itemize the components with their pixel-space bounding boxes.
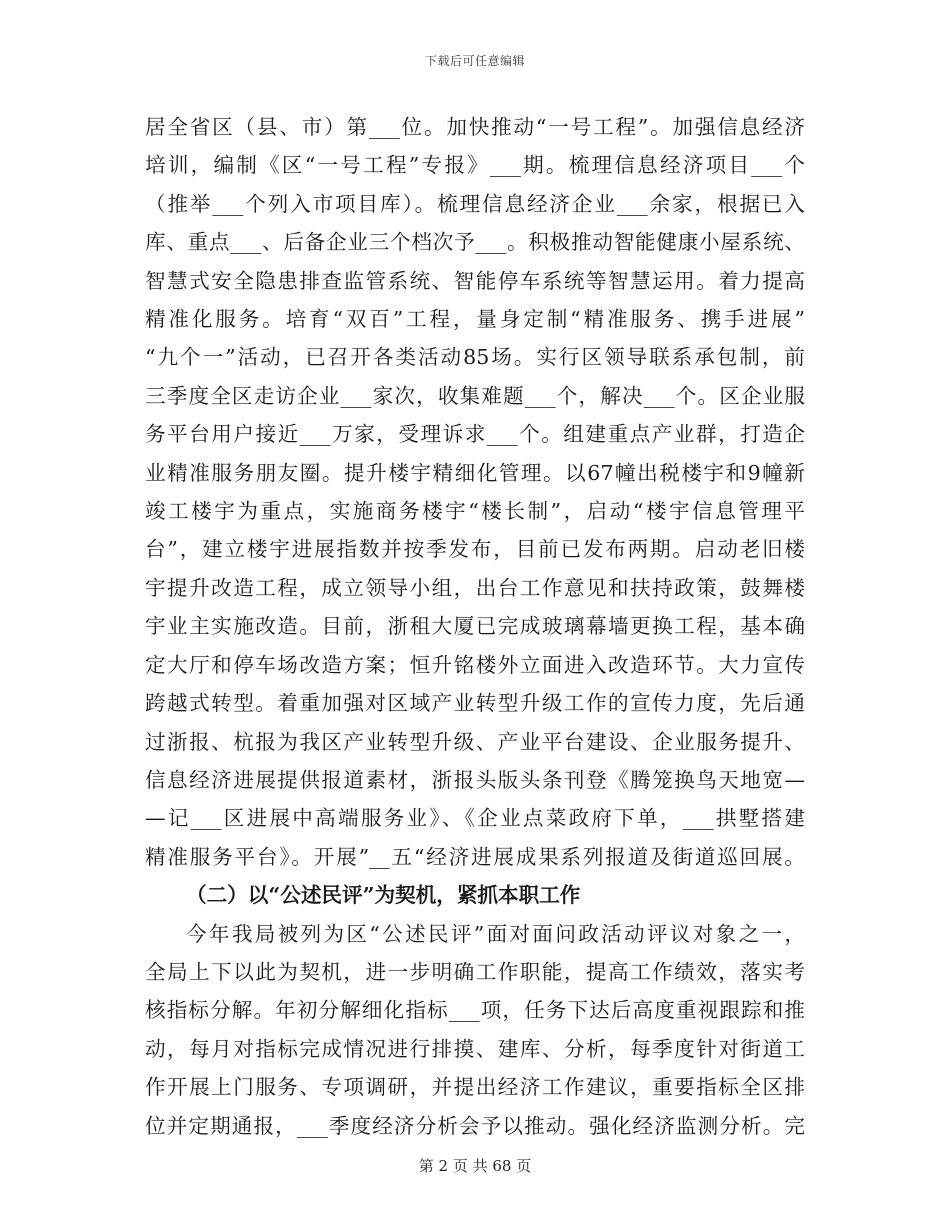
text-line: 过浙报、杭报为我区产业转型升级、产业平台建设、企业服务提升、 <box>145 729 805 754</box>
text-line: 务平台用户接近___万家，受理诉求___个。组建重点产业群，打造企 <box>145 422 805 447</box>
section-heading: （二）以“公述民评”为契机，紧抓本职工作 <box>186 883 581 908</box>
text-line: 业精准服务朋友圈。提升楼宇精细化管理。以67幢出税楼宇和9幢新 <box>145 460 805 485</box>
text-line: 培训，编制《区“一号工程”专报》___期。梳理信息经济项目___个 <box>145 153 805 178</box>
text-line: 信息经济进展提供报道素材，浙报头版头条刊登《腾笼换鸟天地宽— <box>145 767 805 792</box>
text-line: 全局上下以此为契机，进一步明确工作职能，提高工作绩效，落实考 <box>145 959 805 984</box>
document-body <box>145 108 805 1145</box>
text-line: —记___区进展中高端服务业》、《企业点菜政府下单，___拱墅搭建 <box>145 806 805 831</box>
text-line: 动，每月对指标完成情况进行排摸、建库、分析，每季度针对街道工 <box>145 1036 805 1061</box>
paragraph-2 <box>145 915 805 1145</box>
text-line: 今年我局被列为区“公述民评”面对面问政活动评议对象之一， <box>186 921 805 946</box>
text-line: 智慧式安全隐患排查监管系统、智能停车系统等智慧运用。着力提高 <box>145 268 805 293</box>
text-line: “九个一”活动，已召开各类活动85场。实行区领导联系承包制，前 <box>145 345 805 370</box>
page-header-note: 下载后可任意编辑 <box>424 54 525 68</box>
text-line: 作开展上门服务、专项调研，并提出经济工作建议，重要指标全区排 <box>145 1075 805 1100</box>
text-line: 跨越式转型。着重加强对区域产业转型升级工作的宣传力度，先后通 <box>145 691 805 716</box>
text-line: 精准化服务。培育“双百”工程，量身定制“精准服务、携手进展” <box>145 307 805 332</box>
text-line: 三季度全区走访企业___家次，收集难题___个，解决___个。区企业服 <box>145 383 805 408</box>
text-line: 定大厅和停车场改造方案；恒升铭楼外立面进入改造环节。大力宣传 <box>145 652 805 677</box>
text-line: 精准服务平台》。开展”__五“经济进展成果系列报道及街道巡回展。 <box>145 844 805 869</box>
text-line: 位并定期通报，___季度经济分析会予以推动。强化经济监测分析。完 <box>145 1113 805 1138</box>
text-line: 台”，建立楼宇进展指数并按季发布，目前已发布两期。启动老旧楼 <box>145 537 805 562</box>
text-line: （推举___个列入市项目库）。梳理信息经济企业___余家，根据已入 <box>145 191 805 216</box>
paragraph-1 <box>145 108 805 876</box>
text-line: 库、重点___、后备企业三个档次予___。积极推动智能健康小屋系统、 <box>145 230 805 255</box>
text-line: 宇提升改造工程，成立领导小组，出台工作意见和扶持政策，鼓舞楼 <box>145 575 805 600</box>
text-line: 竣工楼宇为重点，实施商务楼宇“楼长制”，启动“楼宇信息管理平 <box>145 499 805 524</box>
text-line: 核指标分解。年初分解细化指标___项，任务下达后高度重视跟踪和推 <box>145 998 805 1023</box>
text-line: 居全省区（县、市）第___位。加快推动“一号工程”。加强信息经济 <box>145 115 805 139</box>
text-line: 宇业主实施改造。目前，浙租大厦已完成玻璃幕墙更换工程，基本确 <box>145 614 805 639</box>
page-number: 第 2 页 共 68 页 <box>418 1157 532 1175</box>
